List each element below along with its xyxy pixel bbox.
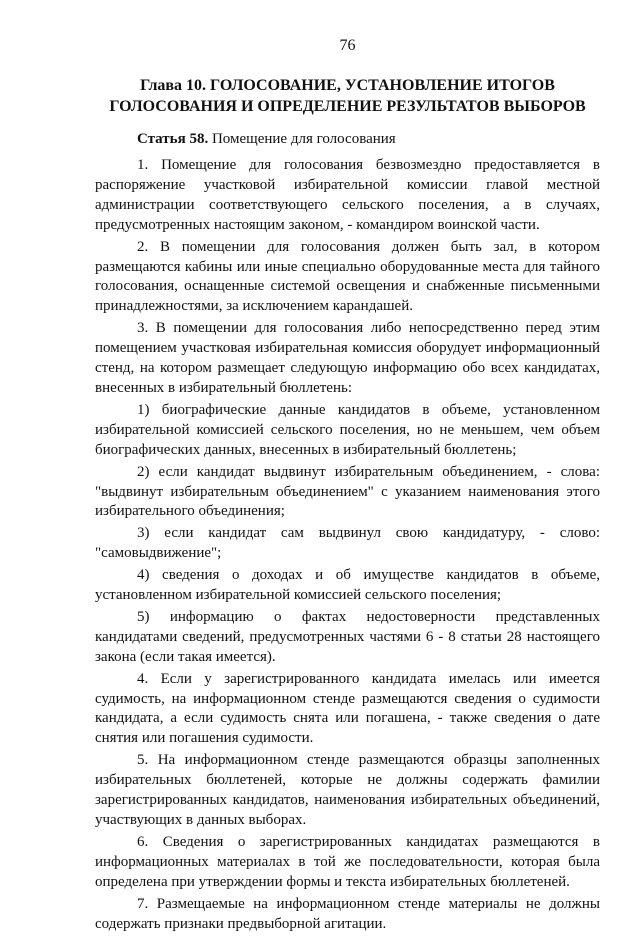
article-title: Помещение для голосования [208,131,396,147]
paragraph-4: 4. Если у зарегистрированного кандидата имелась или имеется судимость, на информационном стенде размещаются сведения о судимости кандидата, а если судимость снята или погашена, - также сведения о дате снятия или погашения судимости. [95,670,600,747]
paragraph-7: 7. Размещаемые на информационном стенде материалы не должны содержать признаки предвыборной агитации. [95,895,600,932]
paragraph-3: 3. В помещении для голосования либо непосредственно перед этим помещением участковая избирательная комиссия оборудует информационный стенд, на котором размещает следующую информацию обо всех кандидатах, внесенных в избирательный бюллетень: [95,320,600,396]
paragraph-1: 1. Помещение для голосования безвозмездно предоставляется в распоряжение участковой избирательной комиссии главой местной администрации соответствующего сельского поселения, а в случаях, предусмотренных настоящим законом, - командиром воинской части. [95,157,600,233]
list-item-3: 3) если кандидат сам выдвинул свою кандидатуру, - слово: "самовыдвижение"; [95,525,600,562]
paragraph-2: 2. В помещении для голосования должен быть зал, в котором размещаются кабины или иные специально оборудованные места для тайного голосования, оснащенные системой освещения и снабженные письменными принадлежностями, за исключением карандашей. [95,238,600,315]
page-number: 76 [339,37,356,54]
chapter-title-line-2: ГОЛОСОВАНИЯ И ОПРЕДЕЛЕНИЕ РЕЗУЛЬТАТОВ ВЫБОРОВ [109,98,586,115]
list-item-5: 5) информацию о фактах недостоверности представленных кандидатами сведений, предусмотренных частями 6 - 8 статьи 28 настоящего закона (если такая имеется). [95,608,600,665]
list-item-2: 2) если кандидат выдвинут избирательным объединением, - слова: "выдвинут избирательным объединением" с указанием наименования этого избирательного объединения; [95,463,600,520]
article-heading [137,130,396,149]
list-item-4: 4) сведения о доходах и об имуществе кандидатов в объеме, установленном избирательной комиссией сельского поселения; [95,567,600,604]
chapter-title-line-1: Глава 10. ГОЛОСОВАНИЕ, УСТАНОВЛЕНИЕ ИТОГОВ [140,77,555,94]
paragraph-5: 5. На информационном стенде размещаются образцы заполненных избирательных бюллетеней, которые не должны содержать фамилии зарегистрированных кандидатов, наименования избирательных объединений, участвующих в данных выборах. [95,752,600,828]
list-item-1: 1) биографические данные кандидатов в объеме, установленном избирательной комиссией сельского поселения, но не меньшем, чем объем биографических данных, внесенных в избирательный бюллетень; [95,401,600,458]
article-body [95,156,600,936]
article-label: Статья 58. [137,131,209,147]
chapter-title [95,75,600,117]
paragraph-6: 6. Сведения о зарегистрированных кандидатах размещаются в информационных материалах в той же последовательности, которая была определена при утверждении формы и текста избирательных бюллетеней. [95,833,600,890]
